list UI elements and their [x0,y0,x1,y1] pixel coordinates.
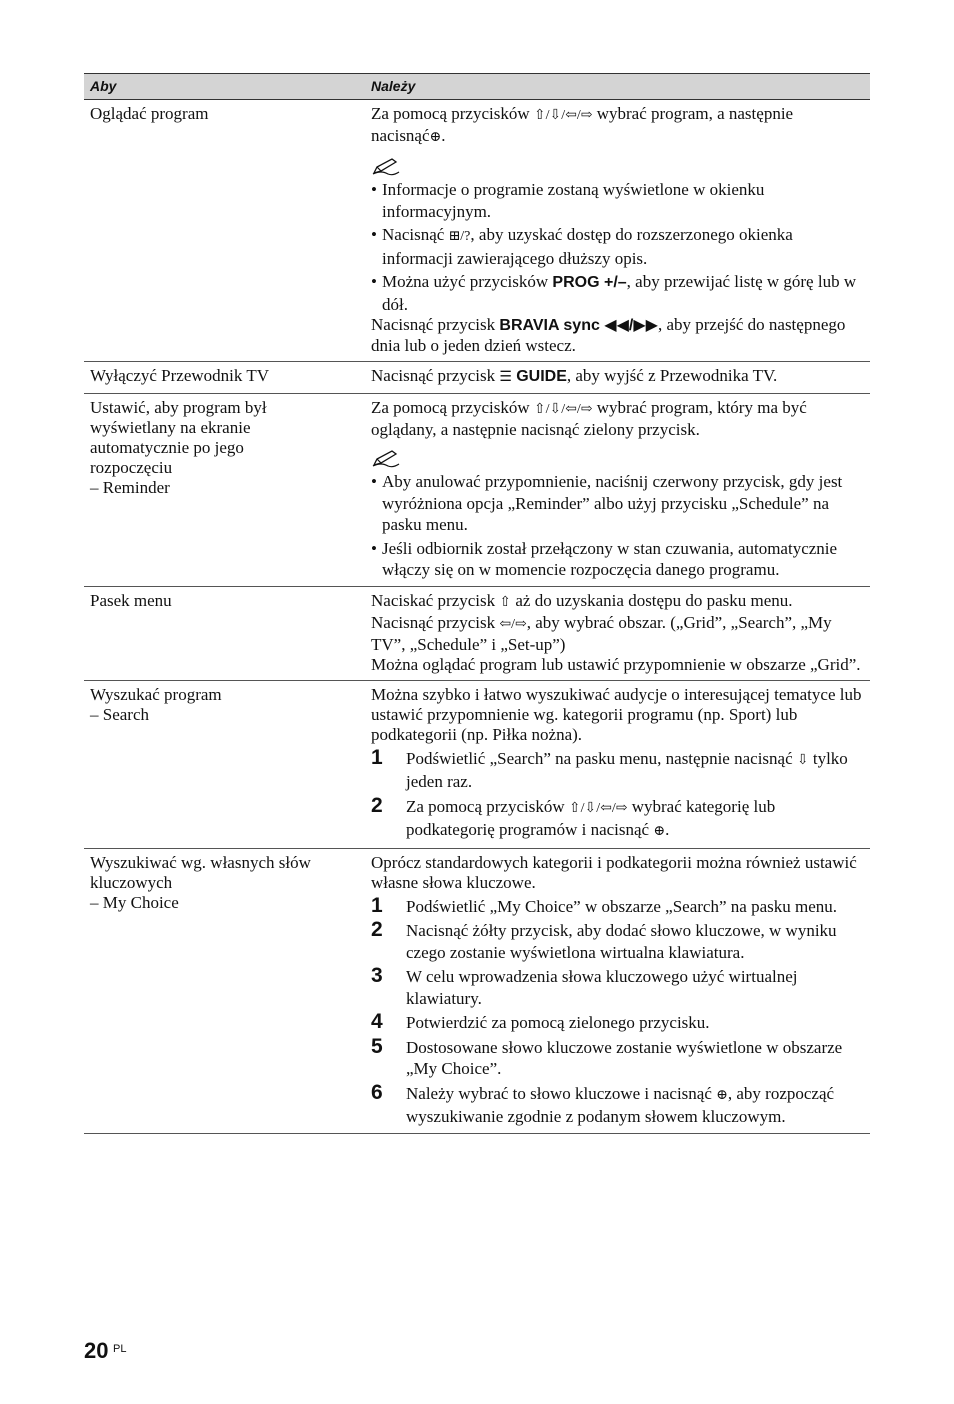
step-item: 5 Dostosowane słowo kluczowe zostanie wyświetlone w obszarze „My Choice”. [371,1034,843,1078]
step-item: 2 Za pomocą przycisków ⇧/⇩/⇦/⇨ wybrać kategorię lub podkategorię programów i nacisnąć ⊕. [371,793,776,839]
bravia-sync-note: Nacisnąć przycisk BRAVIA sync ◀◀/▶▶, aby przejść do następnego dnia lub o jeden dzień wstecz. [371,315,846,355]
row-action-label: Oglądać program [84,100,365,362]
table-header-row [84,74,870,100]
table-row [84,680,870,848]
table-row [84,848,870,1133]
step-item: 6 Należy wybrać to słowo kluczowe i nacisnąć ⊕, aby rozpocząć wyszukiwanie zgodnie z podanym słowem kluczowym. [371,1080,835,1126]
table-row [84,362,870,394]
up-arrow-icon: ⇧ [499,594,512,610]
row-action-label: Wyszukiwać wg. własnych słów kluczowych – My Choice [84,848,365,1133]
header-nalezy: Należy [365,74,870,100]
row-instructions: Można szybko i łatwo wyszukiwać audycje o interesującej tematyce lub ustawić przypomnienie wg. kategorii programu (np. Sport) lub podkategorii (np. Piłka nożna). 1 Podświetlić „Search” na pasku menu, następnie nacisnąć ⇩ tylko jeden raz. 2 Za pomocą przycisków ⇧/⇩/⇦/⇨ wybrać kategorię lub podkategorię programów i nacisnąć ⊕. [365,680,870,848]
note-bullet: • Jeśli odbiornik został przełączony w stan czuwania, automatycznie włączy się on w momencie rozpoczęcia danego programu. [371,538,864,581]
row-action-label: Wyszukać program – Search [84,680,365,848]
step-item: 4 Potwierdzić za pomocą zielonego przycisku. [371,1010,710,1033]
arrow-buttons-icon: ⇧/⇩/⇦/⇨ [568,800,628,816]
row-instructions: Za pomocą przycisków ⇧/⇩/⇦/⇨ wybrać program, który ma być oglądany, a następnie nacisnąć zielony przycisk. • Aby anulować przypomnienie, naciśnij czerwony przycisk, gdy jest wyróżniona opcja „Reminder” albo użyj przycisku „Schedule” na pasku menu. • Jeśli odbiornik został przełączony w stan czuwania, automatycznie włączy się on w momencie rozpoczęcia danego programu. [365,394,870,587]
ok-button-icon: ⊕ [716,1087,728,1103]
table-row [84,100,870,362]
ok-button-icon: ⊕ [653,824,666,839]
note-bullet: • Nacisnąć ⊞/?, aby uzyskać dostęp do rozszerzonego okienka informacji zawierającego dłuższy opis. [371,224,864,269]
note-bullet: • Można użyć przycisków PROG +/–, aby przewijać listę w górę lub w dół. [371,271,864,315]
page-number: 20 [84,1338,109,1363]
table-row [84,394,870,587]
header-aby: Aby [84,74,365,100]
note-bullet: • Aby anulować przypomnienie, naciśnij czerwony przycisk, gdy jest wyróżniona opcja „Reminder” albo użyj przycisku „Schedule” na pasku menu. [371,471,864,536]
row-action-label: Ustawić, aby program był wyświetlany na ekranie automatycznie po jego rozpoczęciu – Reminder [84,394,365,587]
note-bullet: • Informacje o programie zostaną wyświetlone w okienku informacyjnym. [371,179,864,222]
row-action-label: Wyłączyć Przewodnik TV [84,362,365,394]
table-row [84,586,870,680]
pen-note-icon [371,156,864,176]
left-right-arrow-icon: ⇦/⇨ [499,616,527,632]
instruction-table [84,73,870,1134]
row-instructions: Naciskać przycisk ⇧ aż do uzyskania dostępu do pasku menu. Nacisnąć przycisk ⇦/⇨, aby wybrać obszar. („Grid”, „Search”, „My TV”, „Schedule” i „Set-up”) Można oglądać program lub ustawić przypomnienie w obszarze „Grid”. [365,586,870,680]
arrow-buttons-icon: ⇧/⇩/⇦/⇨ [533,108,593,123]
step-item: 2 Nacisnąć żółty przycisk, aby dodać słowo kluczowe, w wyniku czego zostanie wyświetlona wirtualna klawiatura. [371,918,837,962]
step-item: 1 Podświetlić „My Choice” w obszarze „Search” na pasku menu. [371,893,837,917]
row-instructions: Za pomocą przycisków ⇧/⇩/⇦/⇨ wybrać program, a następnie nacisnąć⊕. • Informacje o programie zostaną wyświetlone w okienku informacyjnym. • Nacisnąć ⊞/?, aby uzyskać dostęp do rozszerzonego okienka informacji zawierającego dłuższy opis. • Można użyć przycisków PROG +/–, aby przewijać listę w górę lub w dół. Nacisnąć przycisk BRAVIA sync ◀◀/▶▶, aby przejść do następnego dnia lub o jeden dzień wstecz. [365,100,870,362]
down-arrow-icon: ⇩ [796,752,809,768]
page-language-code: PL [113,1343,127,1355]
row-instructions: Oprócz standardowych kategorii i podkategorii można również ustawić własne słowa kluczowe. 1 Podświetlić „My Choice” w obszarze „Search” na pasku menu. 2 Nacisnąć żółty przycisk, aby dodać słowo kluczowe, w wyniku czego zostanie wyświetlona wirtualna klawiatura. 3 W celu wprowadzenia słowa kluczowego użyć wirtualnej klawiatury. 4 Potwierdzić za pomocą zielonego przycisku. 5 Dostosowane słowo kluczowe zostanie wyświetlone w obszarze „My Choice”. 6 Należy wybrać to słowo kluczowe i nacisnąć ⊕, aby rozpocząć wyszukiwanie zgodnie z podanym słowem kluczowym. [365,848,870,1133]
step-item: 3 W celu wprowadzenia słowa kluczowego użyć wirtualnej klawiatury. [371,964,798,1008]
ok-button-icon: ⊕ [429,130,442,145]
row-action-label: Pasek menu [84,586,365,680]
info-button-icon: ⊞/? [448,229,471,244]
pen-note-icon [371,448,864,468]
arrow-buttons-icon: ⇧/⇩/⇦/⇨ [533,402,593,417]
step-item: 1 Podświetlić „Search” na pasku menu, następnie nacisnąć ⇩ tylko jeden raz. [371,745,848,791]
row-instructions: Nacisnąć przycisk ☰ GUIDE, aby wyjść z Przewodnika TV. [365,362,870,394]
guide-button-icon: ☰ [499,370,512,385]
